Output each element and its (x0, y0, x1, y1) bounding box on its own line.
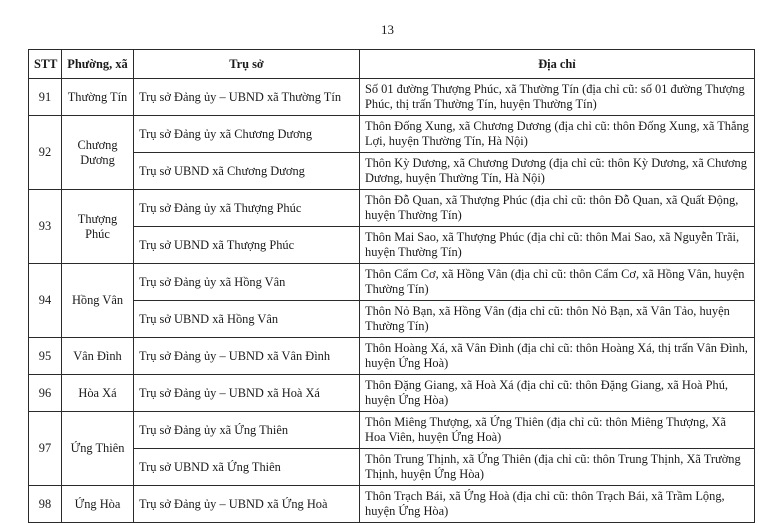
office-cell: Trụ sở Đảng ủy xã Chương Dương (134, 116, 360, 153)
stt-cell: 93 (29, 190, 62, 264)
header-office: Trụ sở (134, 50, 360, 79)
table-row (29, 338, 755, 375)
address-cell: Thôn Kỳ Dương, xã Chương Dương (địa chỉ cũ: thôn Kỳ Dương, xã Chương Dương, huyện Thường Tín, Hà Nội) (360, 153, 755, 190)
address-cell: Số 01 đường Thượng Phúc, xã Thường Tín (địa chỉ cũ: số 01 đường Thượng Phúc, thị trấn Thường Tín, huyện Thường Tín) (360, 79, 755, 116)
ward-cell: Chương Dương (62, 116, 134, 190)
stt-cell: 98 (29, 486, 62, 523)
ward-cell: Thường Tín (62, 79, 134, 116)
address-cell: Thôn Trạch Bái, xã Ứng Hoà (địa chỉ cũ: thôn Trạch Bái, xã Trầm Lộng, huyện Ứng Hòa) (360, 486, 755, 523)
ward-cell: Vân Đình (62, 338, 134, 375)
table-row (29, 449, 755, 486)
table-row (29, 301, 755, 338)
ward-cell: Thượng Phúc (62, 190, 134, 264)
stt-cell: 91 (29, 79, 62, 116)
table-row (29, 412, 755, 449)
stt-cell: 95 (29, 338, 62, 375)
ward-cell: Hồng Vân (62, 264, 134, 338)
address-cell: Thôn Đống Xung, xã Chương Dương (địa chỉ cũ: thôn Đống Xung, xã Thắng Lợi, huyện Thường Tín, Hà Nội) (360, 116, 755, 153)
ward-cell: Ứng Hòa (62, 486, 134, 523)
table-row (29, 79, 755, 116)
office-cell: Trụ sở Đảng ủy – UBND xã Hoà Xá (134, 375, 360, 412)
page-number: 13 (381, 22, 394, 37)
table-row (29, 486, 755, 523)
office-cell: Trụ sở Đảng ủy xã Thượng Phúc (134, 190, 360, 227)
office-cell: Trụ sở Đảng ủy – UBND xã Ứng Hoà (134, 486, 360, 523)
ward-office-table (28, 49, 755, 523)
table-row (29, 227, 755, 264)
address-cell: Thôn Đặng Giang, xã Hoà Xá (địa chỉ cũ: thôn Đặng Giang, xã Hoà Phú, huyện Ứng Hòa) (360, 375, 755, 412)
office-cell: Trụ sở Đảng ủy – UBND xã Vân Đình (134, 338, 360, 375)
office-cell: Trụ sở UBND xã Hồng Vân (134, 301, 360, 338)
ward-cell: Ứng Thiên (62, 412, 134, 486)
address-cell: Thôn Hoàng Xá, xã Vân Đình (địa chỉ cũ: thôn Hoàng Xá, thị trấn Vân Đình, huyện Ứng Hoà) (360, 338, 755, 375)
table-row (29, 116, 755, 153)
stt-cell: 96 (29, 375, 62, 412)
address-cell: Thôn Trung Thịnh, xã Ứng Thiên (địa chỉ cũ: thôn Trung Thịnh, Xã Trường Thịnh, huyện Ứng Hòa) (360, 449, 755, 486)
office-cell: Trụ sở Đảng ủy xã Hồng Vân (134, 264, 360, 301)
table-row (29, 153, 755, 190)
table-row (29, 375, 755, 412)
office-cell: Trụ sở UBND xã Thượng Phúc (134, 227, 360, 264)
address-cell: Thôn Nỏ Bạn, xã Hồng Vân (địa chỉ cũ: thôn Nỏ Bạn, xã Vân Tảo, huyện Thường Tín) (360, 301, 755, 338)
office-cell: Trụ sở UBND xã Ứng Thiên (134, 449, 360, 486)
office-cell: Trụ sở Đảng ủy xã Ứng Thiên (134, 412, 360, 449)
stt-cell: 97 (29, 412, 62, 486)
address-cell: Thôn Đỗ Quan, xã Thượng Phúc (địa chỉ cũ: thôn Đỗ Quan, xã Quất Động, huyện Thường Tín) (360, 190, 755, 227)
ward-cell: Hòa Xá (62, 375, 134, 412)
table-row (29, 264, 755, 301)
address-cell: Thôn Cẩm Cơ, xã Hồng Vân (địa chỉ cũ: thôn Cẩm Cơ, xã Hồng Vân, huyện Thường Tín) (360, 264, 755, 301)
header-address: Địa chỉ (360, 50, 755, 79)
stt-cell: 92 (29, 116, 62, 190)
table-header-row (29, 50, 755, 79)
address-cell: Thôn Miêng Thượng, xã Ứng Thiên (địa chỉ cũ: thôn Miêng Thượng, Xã Hoa Viên, huyện Ứng Hoà) (360, 412, 755, 449)
address-cell: Thôn Mai Sao, xã Thượng Phúc (địa chỉ cũ: thôn Mai Sao, xã Nguyễn Trãi, huyện Thường Tín) (360, 227, 755, 264)
header-ward: Phường, xã (62, 50, 134, 79)
office-cell: Trụ sở Đảng ủy – UBND xã Thường Tín (134, 79, 360, 116)
table-row (29, 190, 755, 227)
header-stt: STT (29, 50, 62, 79)
stt-cell: 94 (29, 264, 62, 338)
office-cell: Trụ sở UBND xã Chương Dương (134, 153, 360, 190)
